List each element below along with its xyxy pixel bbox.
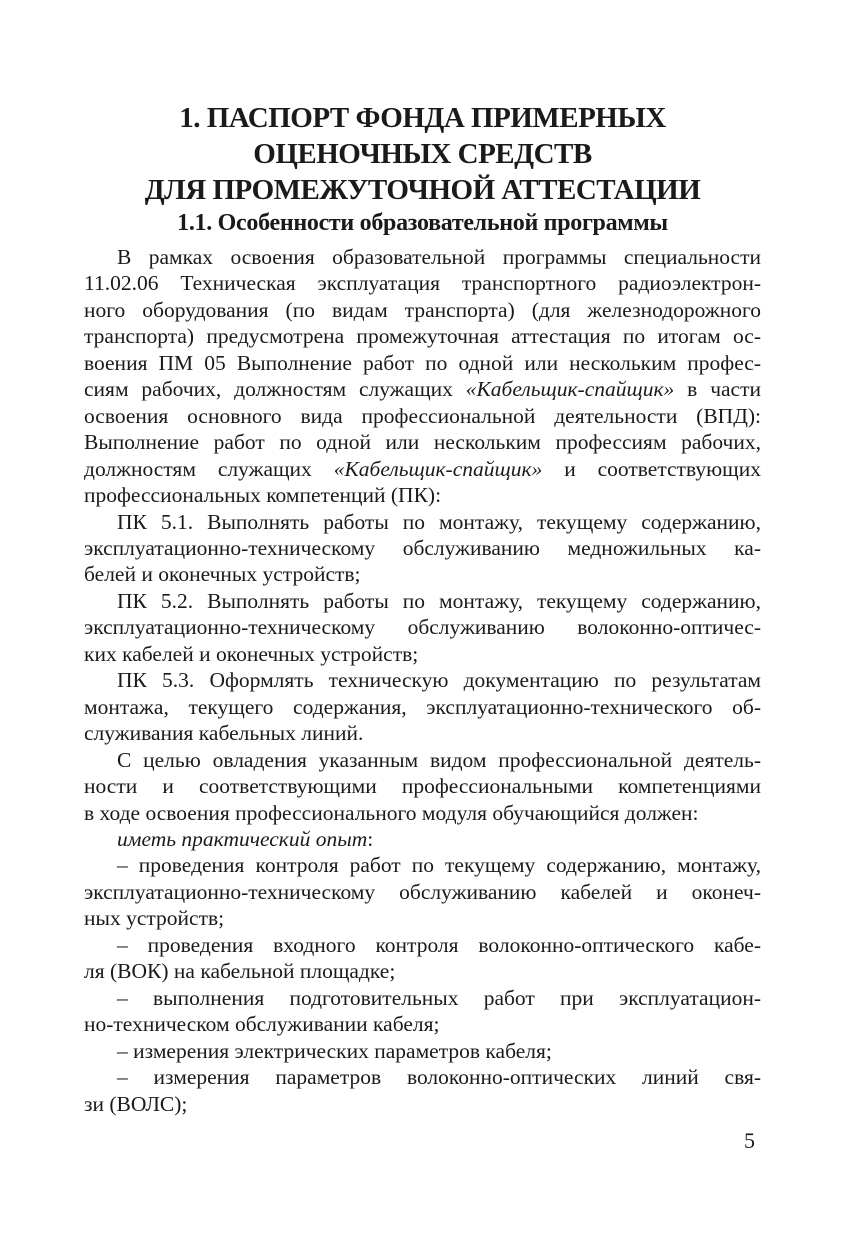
text-line: В рамках освоения образовательной программы специальности — [117, 245, 761, 269]
text-line: ного оборудования (по видам транспорта) (для железнодорожного — [84, 297, 761, 322]
text-line: белей и оконечных устройств; — [84, 562, 361, 587]
text-line: – измерения параметров волоконно-оптических линий свя- — [117, 1065, 761, 1090]
text-line: но-техническом обслуживании кабеля; — [84, 1012, 440, 1037]
text-line: 11.02.06 Техническая эксплуатация транспортного радиоэлектрон- — [84, 271, 761, 296]
text-line: ля (ВОК) на кабельной площадке; — [84, 959, 396, 984]
text-run: в части — [674, 377, 761, 402]
text-line: С целью овладения указанным видом профессиональной деятель- — [117, 747, 761, 772]
italic-term: «Кабельщик-спайщик» — [333, 456, 543, 481]
paragraph — [84, 588, 761, 667]
text-line: – проведения контроля работ по текущему содержанию, монтажу, — [117, 853, 761, 878]
body-text — [84, 244, 761, 1117]
text-line: транспорта) предусмотрена промежуточная аттестация по итогам ос- — [84, 324, 761, 349]
text-line: – измерения электрических параметров кабеля; — [117, 1038, 552, 1063]
heading-line: 1. ПАСПОРТ ФОНДА ПРИМЕРНЫХ — [179, 102, 666, 134]
paragraph — [84, 852, 761, 931]
heading-line: ОЦЕНОЧНЫХ СРЕДСТВ — [253, 138, 592, 170]
text-line: монтажа, текущего содержания, эксплуатационно-технического об- — [84, 694, 761, 719]
text-line: освоения основного вида профессиональной деятельности (ВПД): — [84, 403, 761, 428]
text-line — [84, 376, 761, 402]
paragraph — [84, 1064, 761, 1117]
text-line: ПК 5.2. Выполнять работы по монтажу, текущему содержанию, — [117, 588, 761, 613]
italic-term: иметь практический опыт — [117, 826, 368, 851]
italic-term: «Кабельщик-спайщик» — [465, 377, 675, 402]
text-line: ПК 5.1. Выполнять работы по монтажу, текущему содержанию, — [117, 509, 761, 534]
text-line: зи (ВОЛС); — [84, 1091, 188, 1116]
text-run: и соответствующих — [542, 456, 761, 481]
text-line: ких кабелей и оконечных устройств; — [84, 641, 419, 666]
text-line — [84, 456, 761, 482]
paragraph — [84, 244, 761, 509]
paragraph — [84, 509, 761, 588]
text-line: служивания кабельных линий. — [84, 721, 364, 746]
page-number: 5 — [744, 1128, 755, 1153]
paragraph — [84, 826, 761, 852]
text-line — [84, 826, 761, 852]
paragraph — [84, 932, 761, 985]
text-line: – выполнения подготовительных работ при эксплуатацион- — [117, 985, 761, 1010]
text-line: в ходе освоения профессионального модуля обучающийся должен: — [84, 800, 699, 825]
text-line: воения ПМ 05 Выполнение работ по одной или нескольким профес- — [84, 350, 761, 375]
paragraph — [84, 667, 761, 746]
text-run: : — [367, 826, 374, 851]
text-run: должностям служащих — [84, 456, 334, 481]
heading-line: ДЛЯ ПРОМЕЖУТОЧНОЙ АТТЕСТАЦИИ — [144, 174, 701, 206]
text-line: профессиональных компетенций (ПК): — [84, 483, 442, 508]
text-line: ПК 5.3. Оформлять техническую документацию по результатам — [117, 668, 761, 693]
text-line: эксплуатационно-техническому обслуживанию кабелей и оконеч- — [84, 879, 761, 904]
text-line: Выполнение работ по одной или нескольким профессиям рабочих, — [84, 430, 761, 455]
text-line: эксплуатационно-техническому обслуживанию волоконно-оптичес- — [84, 615, 761, 640]
paragraph — [84, 747, 761, 826]
text-line: ных устройств; — [84, 906, 225, 931]
subsection-heading: 1.1. Особенности образовательной программы — [177, 210, 668, 236]
paragraph — [84, 985, 761, 1038]
text-line: – проведения входного контроля волоконно-оптического кабе- — [117, 932, 761, 957]
section-heading — [84, 100, 761, 208]
text-line: ности и соответствующими профессиональными компетенциями — [84, 774, 761, 799]
paragraph — [84, 1038, 761, 1064]
text-run: сиям рабочих, должностям служащих — [84, 377, 466, 402]
text-line: эксплуатационно-техническому обслуживанию медножильных ка- — [84, 535, 761, 560]
